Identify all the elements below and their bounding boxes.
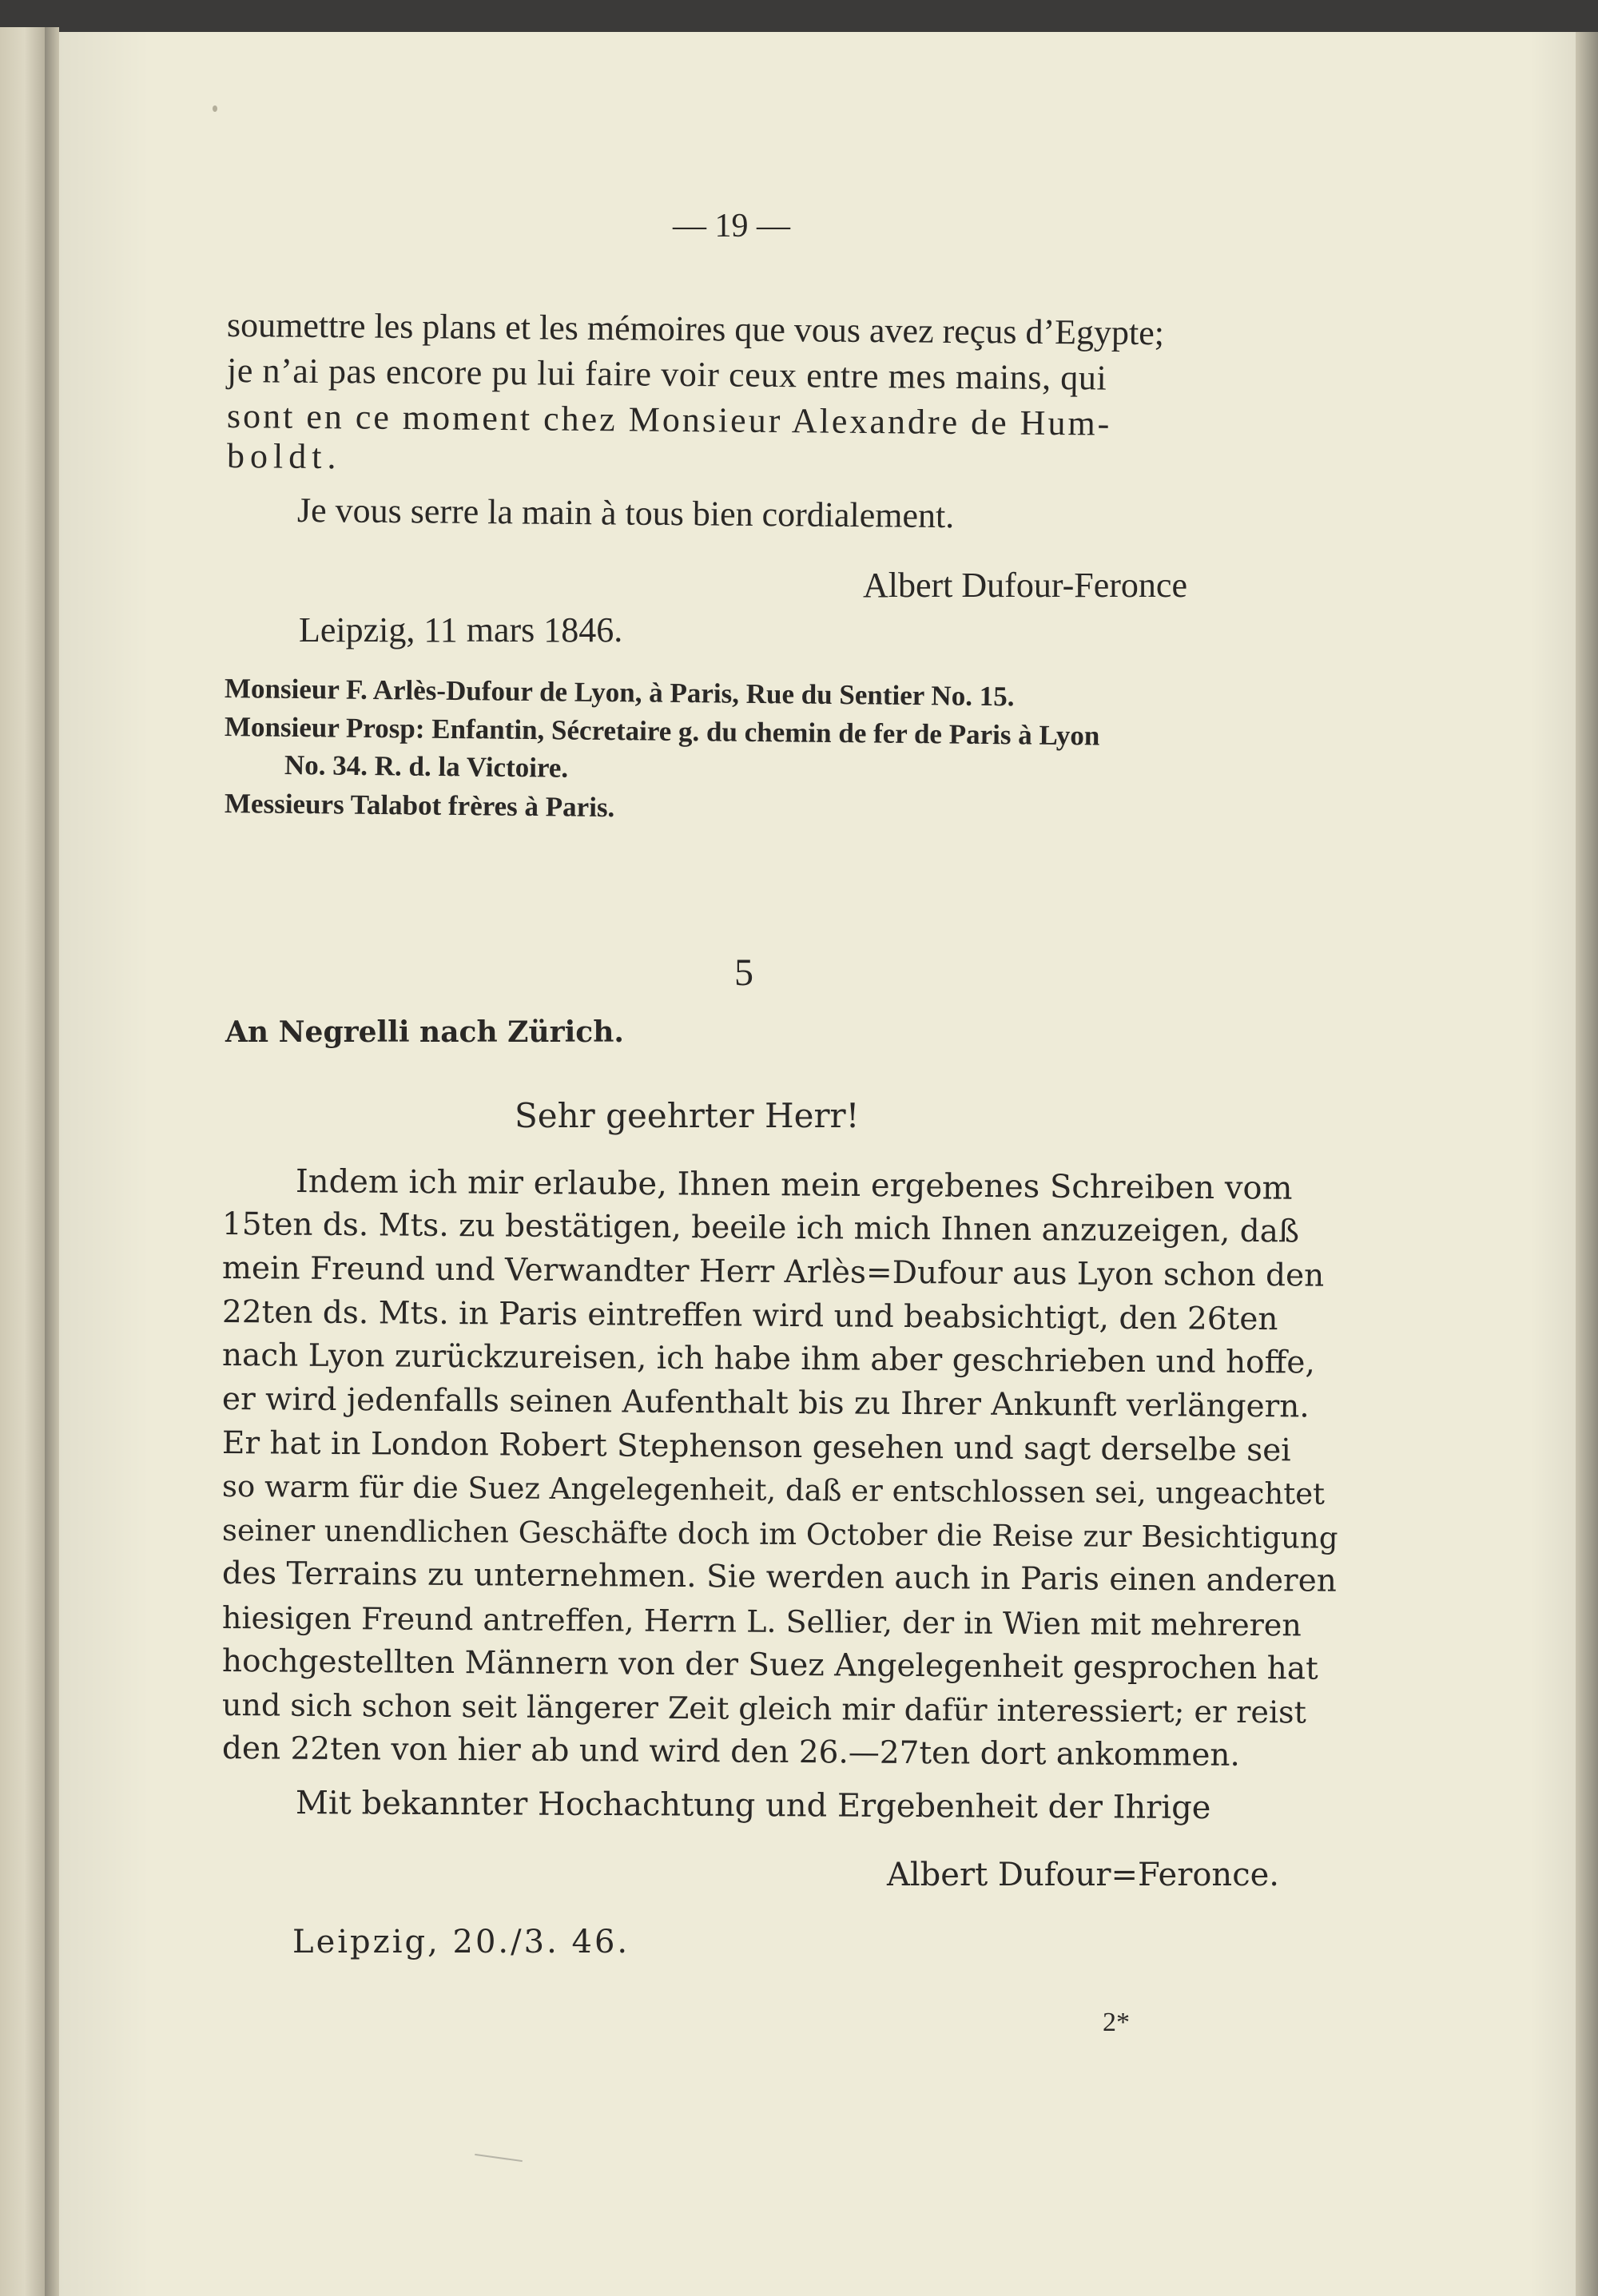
- letter-recipient: An Negrelli nach Zürich.: [225, 1015, 624, 1049]
- book-page: [59, 32, 1576, 2296]
- signature-mark: 2*: [1103, 2008, 1130, 2037]
- addressee-line-2: Monsieur Prosp: Enfantin, Sécretaire g. du chemin de fer de Paris à Lyon: [224, 711, 1100, 752]
- french-line-1: soumettre les plans et les mémoires que vous avez reçus d’Egypte;: [226, 305, 1165, 353]
- german-signature: Albert Dufour=Feronce.: [887, 1857, 1279, 1893]
- german-place-date: Leipzig, 20./3. 46.: [292, 1924, 630, 1960]
- french-line-3: sont en ce moment chez Monsieur Alexandre de Hum-: [226, 396, 1112, 443]
- german-line-10: des Terrains zu unternehmen. Sie werden auch in Paris einen anderen: [221, 1555, 1338, 1599]
- pencil-mark: [475, 2154, 523, 2162]
- section-number: 5: [734, 951, 753, 994]
- page-number: — 19 —: [673, 208, 790, 244]
- german-line-5: nach Lyon zurückzureisen, ich habe ihm aber geschrieben und hoffe,: [221, 1337, 1315, 1381]
- addressee-line-4: Messieurs Talabot frères à Paris.: [224, 788, 615, 824]
- german-line-4: 22ten ds. Mts. in Paris eintreffen wird und beabsichtigt, den 26ten: [221, 1294, 1278, 1338]
- speck: [213, 105, 217, 112]
- german-line-3: mein Freund und Verwandter Herr Arlès=Dufour aus Lyon schon den: [221, 1250, 1325, 1294]
- addressee-line-3: No. 34. R. d. la Victoire.: [284, 749, 569, 784]
- french-line-2: je n’ai pas encore pu lui faire voir ceux entre mes mains, qui: [226, 351, 1107, 398]
- german-line-7: Er hat in London Robert Stephenson gesehen und sagt derselbe sei: [221, 1425, 1291, 1469]
- addressee-line-1: Monsieur F. Arlès-Dufour de Lyon, à Paris, Rue du Sentier No. 15.: [224, 673, 1015, 713]
- german-line-14: den 22ten von hier ab und wird den 26.—27ten dort ankommen.: [221, 1730, 1241, 1774]
- german-closing: Mit bekannter Hochachtung und Ergebenheit der Ihrige: [295, 1785, 1211, 1826]
- german-line-8: so warm für die Suez Angelegenheit, daß er entschlossen sei, ungeachtet: [221, 1469, 1326, 1511]
- french-closing: Je vous serre la main à tous bien cordialement.: [296, 491, 955, 536]
- german-line-2: 15ten ds. Mts. zu bestätigen, beeile ich mich Ihnen anzuzeigen, daß: [221, 1206, 1300, 1250]
- german-salutation: Sehr geehrter Herr!: [515, 1096, 860, 1135]
- french-line-4: boldt.: [226, 436, 342, 477]
- book-gutter: [45, 27, 59, 2296]
- german-line-11: hiesigen Freund antreffen, Herrn L. Sellier, der in Wien mit mehreren: [221, 1600, 1302, 1643]
- french-place-date: Leipzig, 11 mars 1846.: [299, 610, 623, 649]
- french-signature: Albert Dufour-Feronce: [863, 566, 1187, 605]
- german-line-9: seiner unendlichen Geschäfte doch im October die Reise zur Besichtigung: [221, 1513, 1338, 1555]
- german-line-6: er wird jedenfalls seinen Aufenthalt bis zu Ihrer Ankunft verlängern.: [221, 1381, 1310, 1425]
- left-page-edge: [0, 27, 45, 2296]
- german-line-1: Indem ich mir erlaube, Ihnen mein ergebenes Schreiben vom: [295, 1163, 1293, 1207]
- german-line-12: hochgestellten Männern von der Suez Angelegenheit gesprochen hat: [221, 1643, 1318, 1687]
- right-page-edge: [1576, 32, 1598, 2296]
- german-line-13: und sich schon seit längerer Zeit gleich mir dafür interessiert; er reist: [221, 1687, 1306, 1730]
